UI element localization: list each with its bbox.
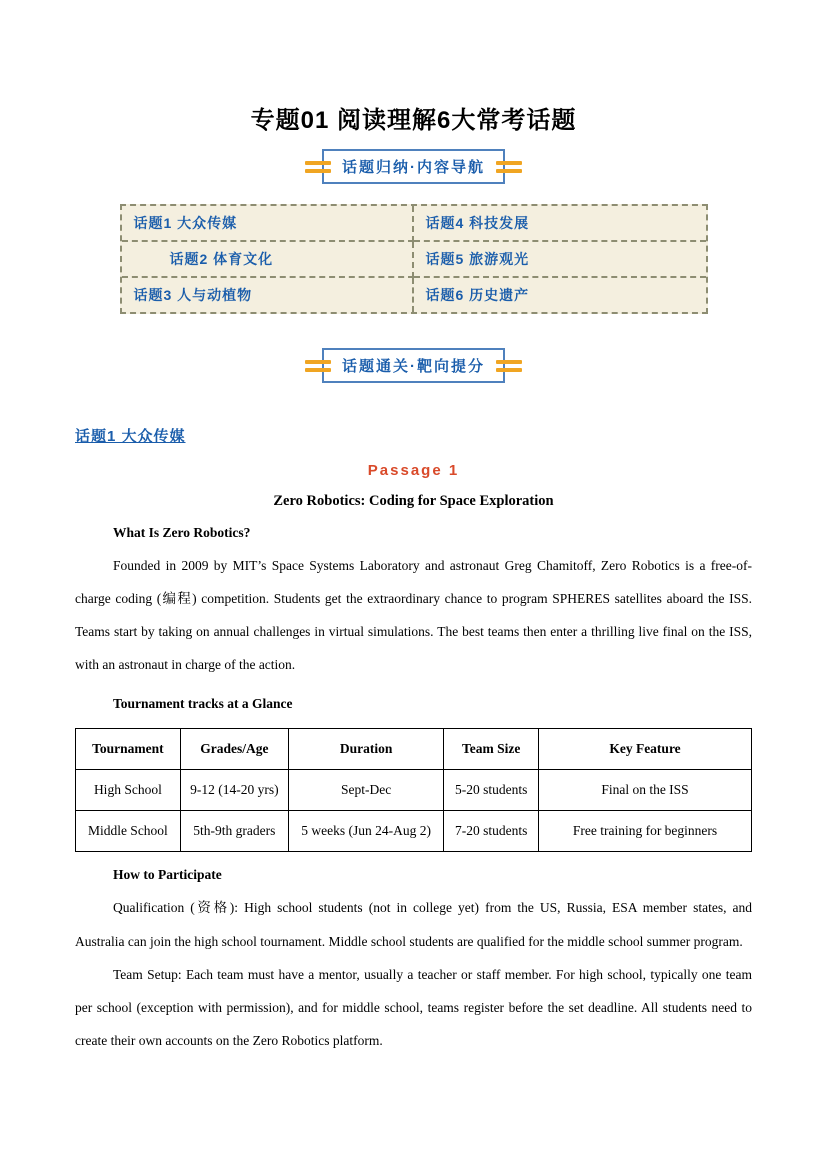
table-cell: 9-12 (14-20 yrs) bbox=[180, 770, 288, 811]
table-row bbox=[76, 770, 752, 811]
gold-bars-icon bbox=[496, 159, 522, 175]
table-header-row bbox=[76, 729, 752, 770]
page-title: 专题01 阅读理解6大常考话题 bbox=[250, 107, 577, 134]
banner-nav-label: 话题归纳·内容导航 bbox=[322, 149, 505, 184]
subheading-what-is-zero-robotics: What Is Zero Robotics? bbox=[113, 525, 251, 540]
topic-cell-1: 话题1 大众传媒 bbox=[122, 206, 414, 242]
topic-cell-6: 话题6 历史遗产 bbox=[425, 287, 530, 303]
tournament-table bbox=[75, 728, 752, 852]
topic-cell-3: 话题3 人与动植物 bbox=[122, 278, 414, 312]
table-header-duration: Duration bbox=[288, 729, 443, 770]
table-header-grades: Grades/Age bbox=[180, 729, 288, 770]
table-cell: Sept-Dec bbox=[288, 770, 443, 811]
gold-bars-icon bbox=[305, 358, 331, 374]
table-row bbox=[76, 811, 752, 852]
table-cell: Middle School bbox=[76, 811, 181, 852]
gold-bars-icon bbox=[305, 159, 331, 175]
subheading-how-to-participate: How to Participate bbox=[113, 867, 222, 883]
table-cell: 5-20 students bbox=[444, 770, 539, 811]
table-cell: 5 weeks (Jun 24-Aug 2) bbox=[288, 811, 443, 852]
paragraph-qualification: Qualification (资格): High school students (not in college yet) from the US, Russia, ESA member states, and Australia can join the high school tournament. Middle school students are qualified for the middle school summer program. bbox=[75, 900, 752, 949]
paragraph-intro: Founded in 2009 by MIT’s Space Systems Laboratory and astronaut Greg Chamitoff, Zero Robotics is a free-of-charge coding (编程) competition. Students get the extraordinary chance to program SPHERES satellites aboard the ISS. Teams start by taking on annual challenges in virtual simulations. The best teams then enter a thrilling live final on the ISS, with an astronaut in charge of the action. bbox=[75, 558, 752, 673]
passage-title: Zero Robotics: Coding for Space Exploration bbox=[273, 493, 554, 509]
section-heading: 话题1 大众传媒 bbox=[75, 428, 186, 445]
passage-label: Passage 1 bbox=[367, 462, 460, 479]
table-header-team-size: Team Size bbox=[444, 729, 539, 770]
topic-cell-2: 话题2 体育文化 bbox=[122, 242, 414, 278]
banner-boost bbox=[75, 348, 752, 383]
table-cell: Final on the ISS bbox=[539, 770, 752, 811]
gold-bars-icon bbox=[496, 358, 522, 374]
topic-grid bbox=[120, 204, 708, 314]
table-cell: Free training for beginners bbox=[539, 811, 752, 852]
topic-cell-4: 话题4 科技发展 bbox=[414, 206, 706, 242]
banner-boost-label: 话题通关·靶向提分 bbox=[322, 348, 505, 383]
banner-nav bbox=[75, 149, 752, 184]
table-cell: 5th-9th graders bbox=[180, 811, 288, 852]
topic-cell-5: 话题5 旅游观光 bbox=[414, 242, 706, 278]
table-cell: High School bbox=[76, 770, 181, 811]
table-header-key-feature: Key Feature bbox=[539, 729, 752, 770]
table-cell: 7-20 students bbox=[444, 811, 539, 852]
paragraph-team-setup: Team Setup: Each team must have a mentor, usually a teacher or staff member. For high school, typically one team per school (exception with permission), and for middle school, teams register before the set deadline. All students need to create their own accounts on the Zero Robotics platform. bbox=[75, 966, 752, 1048]
subheading-tournament-tracks: Tournament tracks at a Glance bbox=[113, 696, 293, 712]
table-header-tournament: Tournament bbox=[76, 729, 181, 770]
